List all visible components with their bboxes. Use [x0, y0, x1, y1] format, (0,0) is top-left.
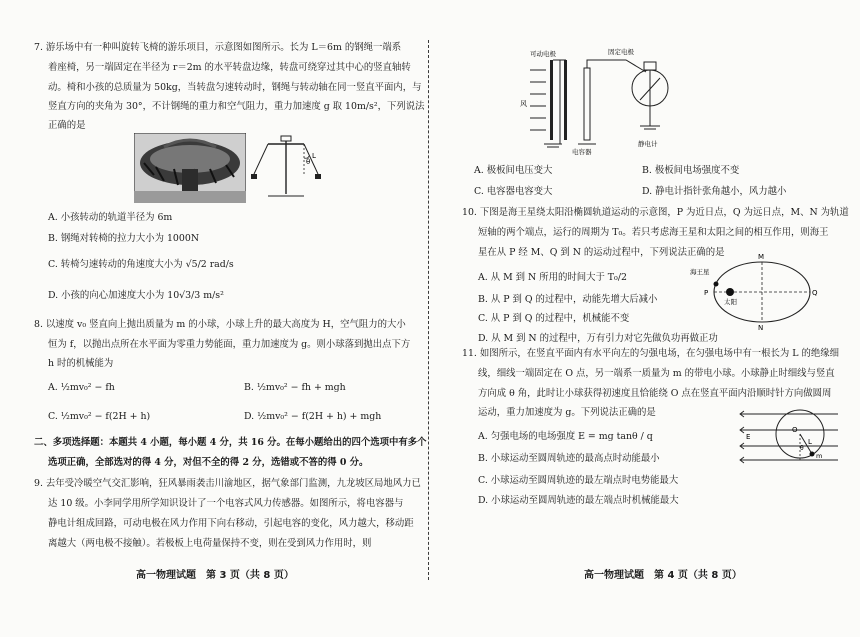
q10-sun-label: 太阳 — [724, 298, 737, 306]
q7-option-b: B. 钢绳对转椅的拉力大小为 1000N — [48, 233, 200, 244]
q11-m-label: m — [816, 452, 823, 460]
q8-option-b: B. ½mv₀² − fh + mgh — [244, 382, 346, 393]
q10-n-label: N — [758, 324, 764, 330]
q10-planet-label: 海王星 — [690, 268, 710, 276]
q10-option-a: A. 从 M 到 N 所用的时间大于 T₀/2 — [478, 272, 627, 283]
q11-stem-line: 线，细线一端固定在 O 点，另一端系一质量为 m 的带电小球。小球静止时细线与竖直 — [478, 368, 835, 379]
q9-stem-line: 静电计组成回路，可动电极在风力作用下向右移动，引起电容的变化，风力越大，移动距 — [48, 518, 414, 529]
q7-angle-label: θ — [306, 158, 311, 166]
section-2-line: 二、多项选择题：本题共 4 小题，每小题 4 分，共 16 分。在每小题给出的四个选项中有多个 — [34, 437, 427, 448]
q11-option-c: C. 小球运动至圆周轨迹的最左端点时电势能最大 — [478, 475, 679, 486]
q8-stem-line: h 时的机械能为 — [48, 358, 114, 369]
q10-stem-line: 10. 下图是海王星绕太阳沿椭圆轨道运动的示意图，P 为近日点，Q 为远日点，M、N 为轨道 — [462, 207, 849, 218]
q7-option-a: A. 小孩转动的轨道半径为 6m — [48, 212, 173, 223]
page-3 — [8, 0, 426, 637]
q9-electrometer-label: 静电计 — [638, 140, 658, 148]
q9-option-c: C. 电容器电容变大 — [474, 186, 553, 197]
q7-option-d: D. 小孩的向心加速度大小为 10√3/3 m/s² — [48, 290, 224, 301]
page-3-footer: 高一物理试题 第 3 页（共 8 页） — [136, 570, 294, 581]
q10-option-d: D. 从 M 到 N 的过程中，万有引力对它先做负功再做正功 — [478, 333, 718, 344]
q11-field-diagram — [738, 402, 842, 466]
q9-option-d: D. 静电计指针张角越小，风力越小 — [642, 186, 787, 197]
q7-stem-line: 竖直方向的夹角为 30°，不计钢绳的重力和空气阻力，重力加速度 g 取 10m/s²，下列说法 — [48, 101, 425, 112]
q7-stem-line: 动。椅和小孩的总质量为 50kg，当转盘匀速转动时，钢绳与转动轴在同一竖直平面内，与 — [48, 82, 422, 93]
q11-option-a: A. 匀强电场的电场强度 E = mg tanθ / q — [478, 431, 653, 442]
q8-stem-line: 8. 以速度 v₀ 竖直向上抛出质量为 m 的小球，小球上升的最大高度为 H，空气阻力的大小 — [34, 319, 406, 330]
q9-stem-line: 离越大（两电极不接触）。若极板上电荷量保持不变，则在受到风力作用时，则 — [48, 538, 372, 549]
q11-stem-line: 方向成 θ 角，此时让小球获得初速度且恰能绕 O 点在竖直平面内沿顺时针方向做圆周 — [478, 388, 832, 399]
q9-stem-line: 达 10 级。小李同学用所学知识设计了一个电容式风力传感器。如图所示，将电容器与 — [48, 498, 404, 509]
q9-capacitor-label: 电容器 — [572, 148, 592, 156]
q7-diagram — [248, 134, 326, 200]
q9-stem-line: 9. 去年受冷暖空气交汇影响，狂风暴雨袭击川渝地区，据气象部门监测，九龙坡区局地风力已 — [34, 478, 421, 489]
q11-theta-label: θ — [800, 445, 804, 452]
q9-diagram — [520, 48, 704, 158]
q11-option-b: B. 小球运动至圆周轨迹的最高点时动能最小 — [478, 453, 660, 464]
q8-stem-line: 恒为 f，以抛出点所在水平面为零重力势能面，重力加速度为 g。则小球落到抛出点下方 — [48, 339, 411, 350]
page-divider — [428, 40, 429, 580]
q10-option-b: B. 从 P 到 Q 的过程中，动能先增大后减小 — [478, 294, 658, 305]
q11-e-label: E — [746, 433, 751, 441]
q11-stem-line: 11. 如图所示，在竖直平面内有水平向左的匀强电场，在匀强电场中有一根长为 L 的绝缘细 — [462, 348, 839, 359]
q7-length-label: L — [312, 152, 316, 160]
q10-option-c: C. 从 P 到 Q 的过程中，机械能不变 — [478, 313, 630, 324]
q7-option-c: C. 转椅匀速转动的角速度大小为 √5/2 rad/s — [48, 259, 234, 270]
q7-stem-line: 着座椅，另一端固定在半径为 r＝2m 的水平转盘边缘，转盘可绕穿过其中心的竖直轴转 — [48, 62, 411, 73]
q10-orbit-diagram — [686, 250, 820, 330]
q10-p-label: P — [704, 289, 709, 297]
q10-q-label: Q — [812, 289, 818, 297]
q8-option-a: A. ½mv₀² − fh — [48, 382, 115, 393]
q9-fixed-label: 固定电极 — [608, 48, 634, 56]
page-4-footer: 高一物理试题 第 4 页（共 8 页） — [584, 570, 742, 581]
q9-wind-label: 风 — [520, 100, 527, 108]
q8-option-d: D. ½mv₀² − f(2H + h) + mgh — [244, 411, 382, 422]
page-4 — [436, 0, 854, 637]
section-2-line: 选项正确，全部选对的得 4 分，对但不全的得 2 分，选错或不答的得 0 分。 — [48, 457, 369, 468]
q8-option-c: C. ½mv₀² − f(2H + h) — [48, 411, 151, 422]
q7-stem-line: 正确的是 — [48, 120, 86, 131]
q10-m-label: M — [758, 253, 765, 261]
q11-option-d: D. 小球运动至圆周轨迹的最左端点时机械能最大 — [478, 495, 679, 506]
q7-stem-line: 7. 游乐场中有一种叫旋转飞椅的游乐项目，示意图如图所示。长为 L＝6m 的钢绳一端系 — [34, 42, 402, 53]
q11-stem-line: 运动，重力加速度为 g。下列说法正确的是 — [478, 407, 656, 418]
q9-option-a: A. 极板间电压变大 — [474, 165, 553, 176]
q11-l-label: L — [808, 438, 812, 446]
q10-stem-line: 短轴的两个端点，运行的周期为 T₀。若只考虑海王星和太阳之间的相互作用，则海王 — [478, 227, 829, 238]
q10-stem-line: 星在从 P 经 M、Q 到 N 的运动过程中，下列说法正确的是 — [478, 247, 725, 258]
q9-movable-label: 可动电极 — [530, 50, 556, 58]
q11-o-label: O — [792, 426, 798, 434]
q7-photo — [134, 133, 246, 203]
q9-option-b: B. 极板间电场强度不变 — [642, 165, 740, 176]
